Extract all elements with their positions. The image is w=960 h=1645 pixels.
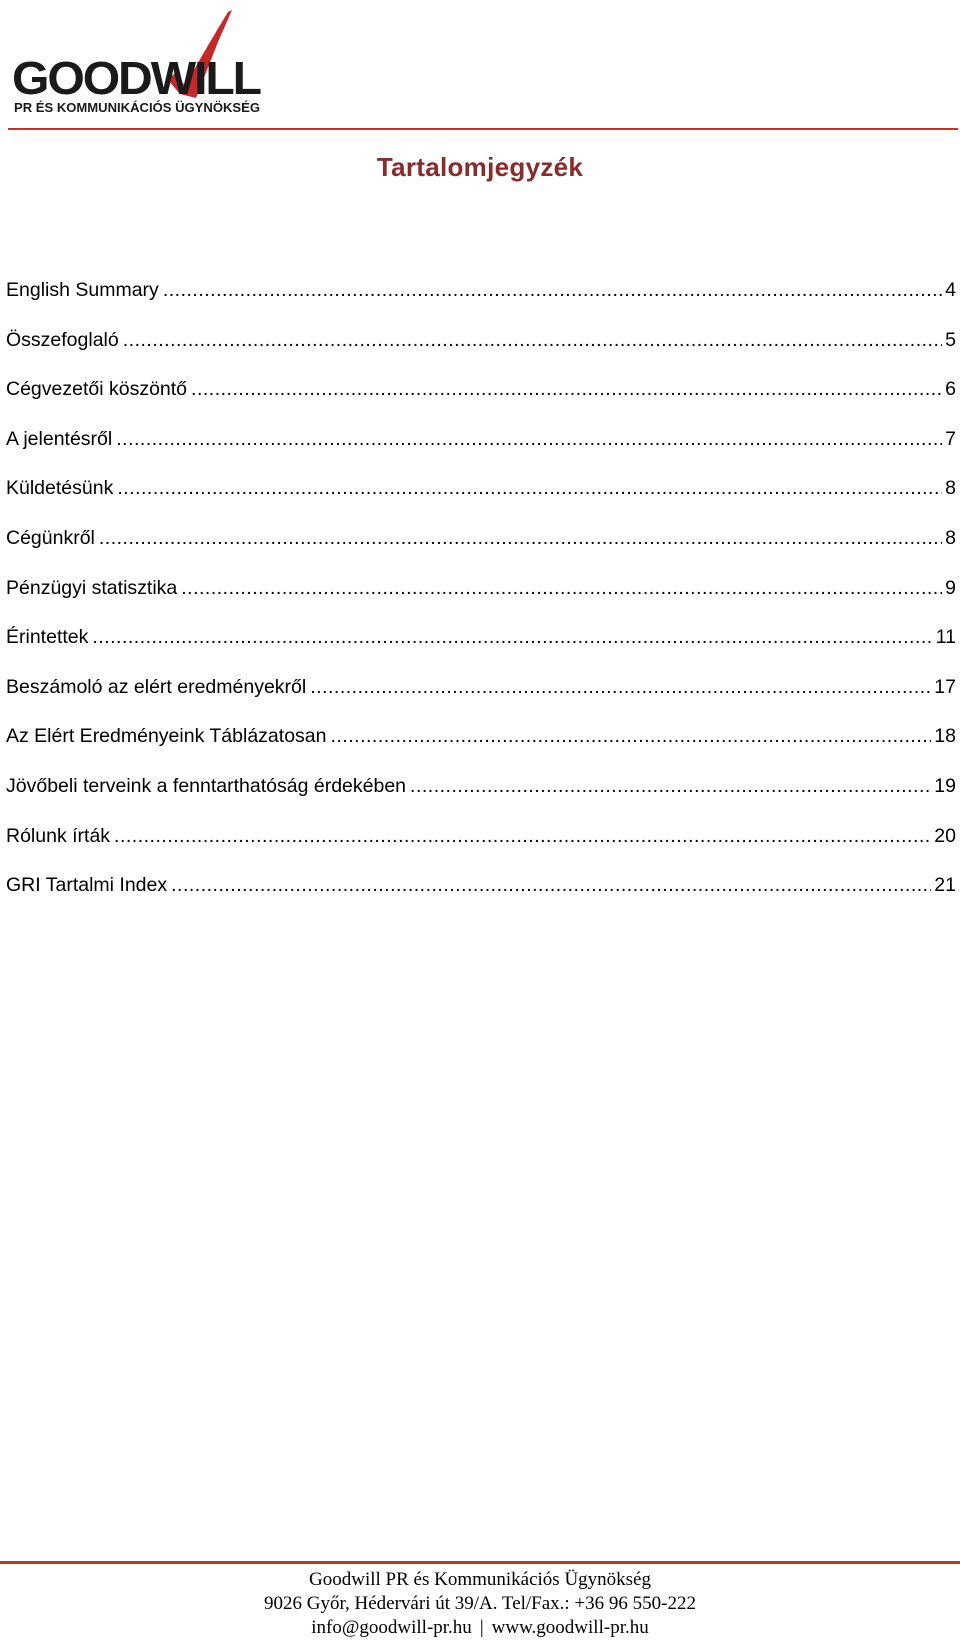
toc-entry-page: 11	[935, 626, 956, 649]
page-footer	[0, 1568, 960, 1640]
footer-company: Goodwill PR és Kommunikációs Ügynökség	[309, 1569, 651, 1590]
toc-entry-label: Pénzügyi statisztika	[6, 576, 178, 599]
footer-separator: |	[479, 1617, 484, 1638]
toc-entry[interactable]	[6, 825, 956, 875]
toc-entry-page: 8	[945, 477, 956, 500]
toc-entry-label: Összefoglaló	[6, 328, 119, 351]
toc-entry[interactable]	[6, 428, 956, 478]
goodwill-logo-icon	[10, 2, 272, 120]
toc-entry[interactable]	[6, 279, 956, 329]
toc-dot-leader	[181, 577, 942, 599]
toc-dot-leader	[123, 329, 942, 351]
toc-entry-label: Cégünkről	[6, 526, 95, 549]
toc-entry[interactable]	[6, 378, 956, 428]
header-divider	[8, 128, 958, 130]
toc-dot-leader	[330, 725, 931, 747]
toc-entry-label: A jelentésről	[6, 427, 113, 450]
toc-entry[interactable]	[6, 329, 956, 379]
footer-address: 9026 Győr, Hédervári út 39/A. Tel/Fax.: +36 96 550-222	[263, 1593, 697, 1614]
toc-entry-page: 5	[945, 328, 956, 351]
toc-dot-leader	[310, 676, 931, 698]
toc-entry-label: Az Elért Eredményeink Táblázatosan	[6, 725, 327, 748]
toc-entry[interactable]	[6, 626, 956, 676]
toc-entry-label: Jövőbeli terveink a fenntarthatóság érdekében	[6, 774, 407, 797]
toc-dot-leader	[99, 527, 942, 549]
toc-dot-leader	[171, 874, 931, 896]
toc-entry[interactable]	[6, 577, 956, 627]
toc-entry-label: Érintettek	[6, 626, 89, 649]
toc-entry[interactable]	[6, 477, 956, 527]
toc-entry[interactable]	[6, 725, 956, 775]
toc-entry-page: 8	[945, 526, 956, 549]
toc-dot-leader	[117, 477, 942, 499]
page-header	[0, 0, 960, 135]
toc-entry-page: 17	[934, 675, 956, 698]
toc-dot-leader	[410, 775, 931, 797]
footer-email[interactable]: info@goodwill-pr.hu	[311, 1617, 472, 1638]
toc-entry-label: Rólunk írták	[6, 824, 111, 847]
toc-entry-page: 7	[945, 427, 956, 450]
toc-entry-label: GRI Tartalmi Index	[6, 874, 168, 897]
footer-contact	[0, 1616, 960, 1640]
page-title: Tartalomjegyzék	[376, 152, 584, 182]
toc-entry-page: 21	[934, 874, 956, 897]
toc-entry-label: Beszámoló az elért eredményekről	[6, 675, 307, 698]
toc-dot-leader	[116, 428, 942, 450]
toc-entry-page: 4	[945, 279, 956, 301]
goodwill-logo	[10, 2, 272, 120]
toc-entry-page: 18	[934, 725, 956, 748]
toc-dot-leader	[92, 626, 932, 648]
toc-entry-label: Küldetésünk	[6, 477, 114, 500]
logo-wordmark: GOODWILL	[12, 52, 261, 104]
toc-entry-page: 20	[934, 824, 956, 847]
toc-entry-label: English Summary	[6, 279, 159, 301]
toc-entry[interactable]	[6, 676, 956, 726]
toc-entry[interactable]	[6, 775, 956, 825]
toc-dot-leader	[191, 378, 942, 400]
toc-entry[interactable]	[6, 874, 956, 924]
toc-dot-leader	[163, 279, 942, 301]
toc-entry[interactable]	[6, 527, 956, 577]
logo-tagline: PR ÉS KOMMUNIKÁCIÓS ÜGYNÖKSÉG	[14, 101, 250, 115]
footer-website[interactable]: www.goodwill-pr.hu	[491, 1617, 649, 1638]
footer-divider	[0, 1561, 960, 1564]
toc-entry-page: 9	[945, 576, 956, 599]
table-of-contents	[6, 279, 956, 924]
toc-entry-label: Cégvezetői köszöntő	[6, 378, 188, 401]
toc-entry-page: 6	[945, 378, 956, 401]
toc-entry-page: 19	[934, 774, 956, 797]
toc-dot-leader	[114, 825, 931, 847]
